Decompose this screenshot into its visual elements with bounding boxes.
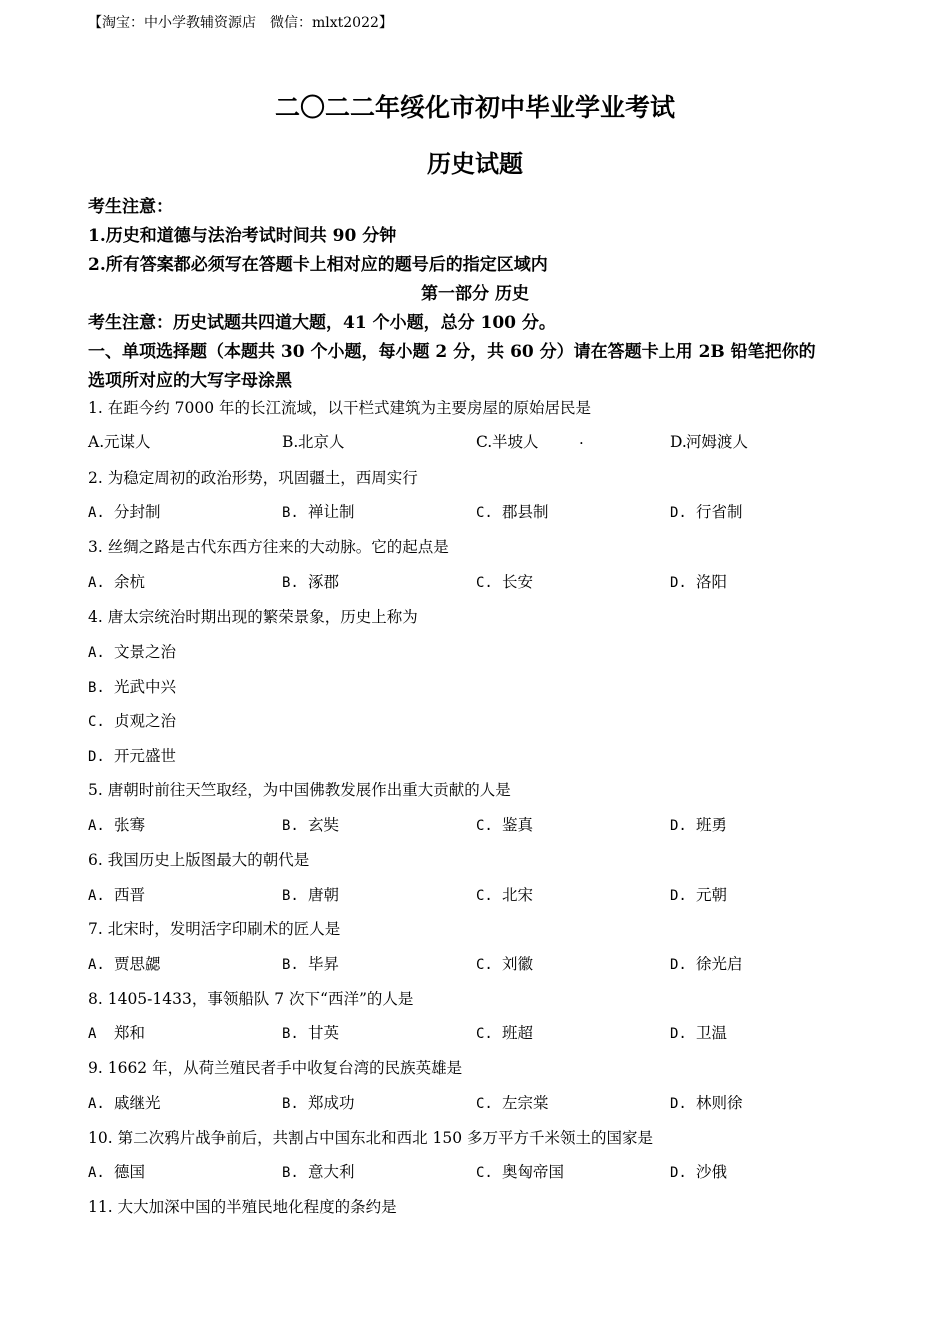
notice-line-2: 2.所有答案都必须写在答题卡上相对应的题号后的指定区域内: [88, 255, 548, 275]
option-b: B. 郑成功: [282, 1094, 355, 1112]
option-d: D. 林则徐: [670, 1094, 743, 1112]
option-d: D.河姆渡人: [670, 433, 749, 451]
option-a: A. 德国: [88, 1163, 146, 1181]
option-c: C. 贞观之治: [88, 712, 177, 730]
option-b: B. 唐朝: [282, 886, 340, 904]
option-d: D. 班勇: [670, 816, 728, 834]
option-a: A. 戚继光: [88, 1094, 161, 1112]
question-stem: 6. 我国历史上版图最大的朝代是: [88, 851, 310, 869]
option-c: C.半坡人: [476, 433, 539, 451]
option-a: A. 余杭: [88, 573, 146, 591]
question-stem: 5. 唐朝时前往天竺取经，为中国佛教发展作出重大贡献的人是: [88, 781, 511, 799]
option-a: A.元谋人: [88, 433, 151, 451]
option-b: B. 禅让制: [282, 503, 355, 521]
question-stem: 11. 大大加深中国的半殖民地化程度的条约是: [88, 1198, 397, 1216]
option-c: C. 长安: [476, 573, 534, 591]
option-b: B. 甘英: [282, 1024, 340, 1042]
option-d: D. 元朝: [670, 886, 728, 904]
option-d: D. 徐光启: [670, 955, 743, 973]
notice-heading: 考生注意：: [88, 197, 173, 217]
stray-mark: .: [579, 430, 584, 448]
question-stem: 7. 北宋时，发明活字印刷术的匠人是: [88, 920, 341, 938]
options-row: [88, 430, 868, 452]
option-c: C. 奥匈帝国: [476, 1163, 565, 1181]
options-row: [88, 952, 868, 974]
exam-title: 二〇二二年绥化市初中毕业学业考试: [274, 93, 675, 122]
option-d: D. 沙俄: [670, 1163, 728, 1181]
option-b: B. 毕昇: [282, 955, 340, 973]
option-d: D. 卫温: [670, 1024, 728, 1042]
option-c: C. 北宋: [476, 886, 534, 904]
option-a: A. 分封制: [88, 503, 161, 521]
option-b: B. 意大利: [282, 1163, 355, 1181]
header-note: 【淘宝：中小学教辅资源店 微信：mlxt2022】: [88, 15, 393, 31]
exam-subtitle: 历史试题: [427, 149, 523, 178]
options-row: [88, 883, 868, 905]
notice-line-1: 1.历史和道德与法治考试时间共 90 分钟: [88, 226, 397, 246]
option-a: A. 西晋: [88, 886, 146, 904]
option-b: B.北京人: [282, 433, 345, 451]
question-stem: 8. 1405-1433，事领船队 7 次下“西洋”的人是: [88, 990, 414, 1008]
option-c: C. 鉴真: [476, 816, 534, 834]
option-c: C. 班超: [476, 1024, 534, 1042]
option-b: B. 光武中兴: [88, 678, 177, 696]
option-a: A. 张骞: [88, 816, 146, 834]
option-d: D. 行省制: [670, 503, 743, 521]
options-row: [88, 1160, 868, 1182]
question-stem: 4. 唐太宗统治时期出现的繁荣景象，历史上称为: [88, 608, 418, 626]
section-1-instructions-cont: 选项所对应的大写字母涂黑: [88, 371, 292, 391]
options-row: [88, 813, 868, 835]
option-b: B. 涿郡: [282, 573, 340, 591]
question-stem: 9. 1662 年，从荷兰殖民者手中收复台湾的民族英雄是: [88, 1059, 463, 1077]
options-row: [88, 1091, 868, 1113]
question-stem: 10. 第二次鸦片战争前后，共割占中国东北和西北 150 多万平方千米领土的国家是: [88, 1129, 654, 1147]
part-title: 第一部分 历史: [421, 284, 529, 304]
section-1-instructions: 一、单项选择题（本题共 30 个小题，每小题 2 分，共 60 分）请在答题卡上用 2B 铅笔把你的: [88, 342, 816, 362]
question-stem: 2. 为稳定周初的政治形势，巩固疆土，西周实行: [88, 469, 418, 487]
options-row: [88, 500, 868, 522]
part-notice: 考生注意：历史试题共四道大题，41 个小题，总分 100 分。: [88, 313, 556, 333]
option-a: A 郑和: [88, 1024, 146, 1042]
question-stem: 3. 丝绸之路是古代东西方往来的大动脉。它的起点是: [88, 538, 449, 556]
question-stem: 1. 在距今约 7000 年的长江流域，以干栏式建筑为主要房屋的原始居民是: [88, 399, 592, 417]
option-d: D. 洛阳: [670, 573, 728, 591]
options-row: [88, 1021, 868, 1043]
option-c: C. 郡县制: [476, 503, 549, 521]
option-a: A. 贾思勰: [88, 955, 161, 973]
option-c: C. 左宗棠: [476, 1094, 549, 1112]
option-b: B. 玄奘: [282, 816, 340, 834]
option-d: D. 开元盛世: [88, 747, 177, 765]
option-c: C. 刘徽: [476, 955, 534, 973]
options-row: [88, 570, 868, 592]
option-a: A. 文景之治: [88, 643, 177, 661]
